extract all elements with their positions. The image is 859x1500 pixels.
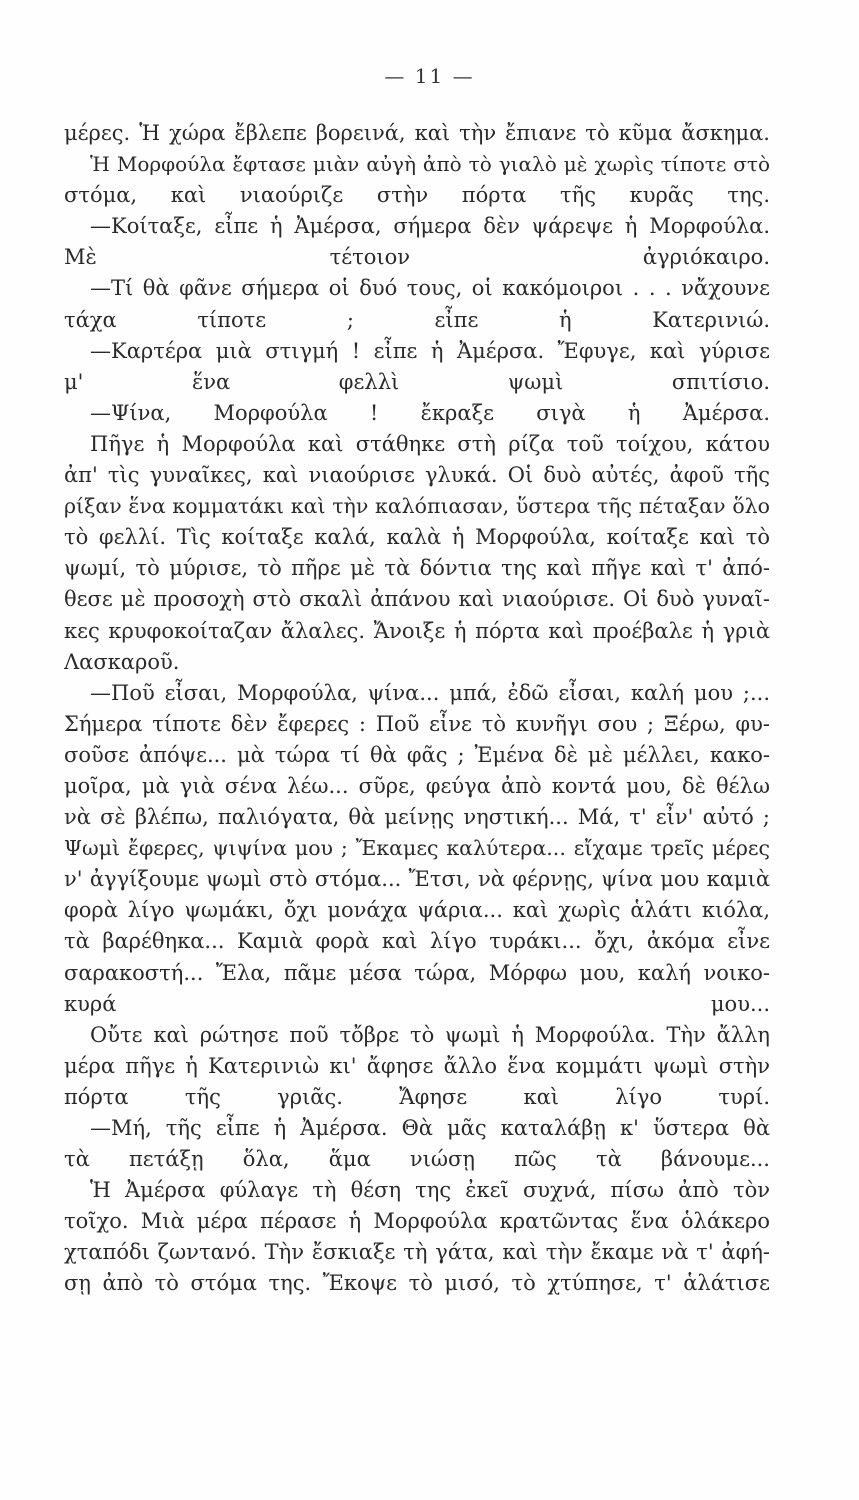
text-line: μέρα πῆγε ἡ Κατερινιὼ κι' ἄφησε ἄλλο ἕνα κομμάτι ψωμὶ στὴν (64, 1053, 770, 1078)
text-line: τὸ φελλί. Τὶς κοίταξε καλά, καλὰ ἡ Μορφούλα, κοίταξε καὶ τὸ (64, 525, 770, 550)
text-line: χταπόδι ζωντανό. Τὴν ἔσκιαξε τὴ γάτα, καὶ τὴν ἔκαμε νὰ τ' ἀφή- (64, 1240, 770, 1265)
text-line: σῃ ἀπὸ τὸ στόμα της. Ἔκοψε τὸ μισό, τὸ χτύπησε, τ' ἁλάτισε (64, 1271, 770, 1296)
text-line: —Τί θὰ φᾶνε σήμερα οἱ δυό τους, οἱ κακόμοιροι . . . νἄχουνε (90, 276, 770, 301)
text-line: τοῖχο. Μιὰ μέρα πέρασε ἡ Μορφούλα κρατῶντας ἕνα ὁλάκερο (64, 1209, 770, 1234)
text-line: Ἡ Μορφούλα ἔφτασε μιὰν αὐγὴ ἀπὸ τὸ γιαλὸ μὲ χωρὶς τίποτε στὸ (90, 152, 770, 177)
text-line: Πῆγε ἡ Μορφούλα καὶ στάθηκε στὴ ρίζα τοῦ τοίχου, κάτου (90, 431, 770, 456)
text-line: φορὰ λίγο ψωμάκι, ὄχι μονάχα ψάρια... καὶ χωρὶς ἁλάτι κιόλα, (64, 898, 770, 923)
text-line: ρίξαν ἕνα κομματάκι καὶ τὴν καλόπιασαν, ὕστερα τῆς πέταξαν ὅλο (64, 494, 770, 519)
text-line: ν' ἀγγίξουμε ψωμὶ στὸ στόμα... Ἔτσι, νὰ φέρνῃς, ψίνα μου καμιὰ (64, 867, 770, 892)
text-line: τάχα τίποτε ; εἶπε ἡ Κατερινιώ. (64, 307, 770, 332)
text-line: Σήμερα τίποτε δὲν ἔφερες : Ποῦ εἶνε τὸ κυνῆγι σου ; Ξέρω, φυ- (64, 711, 770, 736)
text-line: —Καρτέρα μιὰ στιγμή ! εἶπε ἡ Ἀμέρσα. Ἔφυγε, καὶ γύρισε (90, 338, 770, 363)
text-line: —Μή, τῆς εἶπε ἡ Ἀμέρσα. Θὰ μᾶς καταλάβῃ κ' ὕστερα θὰ (90, 1116, 770, 1140)
text-line: μοῖρα, μὰ γιὰ σένα λέω... σῦρε, φεύγα ἀπὸ κοντά μου, δὲ θέλω (64, 773, 770, 798)
text-line: μέρες. Ἡ χώρα ἔβλεπε βορεινά, καὶ τὴν ἔπιανε τὸ κῦμα ἄσκημα. (64, 121, 770, 145)
text-line: στόμα, καὶ νιαούριζε στὴν πόρτα τῆς κυρᾶς της. (64, 183, 770, 208)
text-line: —Ποῦ εἶσαι, Μορφούλα, ψίνα... μπά, ἐδῶ εἶσαι, καλή μου ;... (90, 680, 770, 705)
text-line: Ψωμὶ ἔφερες, ψιψίνα μου ; Ἔκαμες καλύτερα... εἴχαμε τρεῖς μέρες (64, 836, 770, 861)
text-line: κες κρυφοκοίταζαν ἄλαλες. Ἄνοιξε ἡ πόρτα καὶ προέβαλε ἡ γριὰ (64, 618, 770, 643)
text-line: ἀπ' τὶς γυναῖκες, καὶ νιαούρισε γλυκά. Οἱ δυὸ αὐτές, ἀφοῦ τῆς (64, 463, 770, 488)
text-line: —Ψίνα, Μορφούλα ! ἔκραξε σιγὰ ἡ Ἀμέρσα. (90, 400, 770, 425)
text-line: πόρτα τῆς γριᾶς. Ἄφησε καὶ λίγο τυρί. (64, 1084, 770, 1109)
text-line: Λασκαροῦ. (64, 649, 180, 674)
text-line: θεσε μὲ προσοχὴ στὸ σκαλὶ ἀπάνου καὶ νιαούρισε. Οἱ δυὸ γυναῖ- (64, 587, 770, 612)
text-line: σαρακοστή... Ἔλα, πᾶμε μέσα τώρα, Μόρφω μου, καλή νοικο- (64, 960, 770, 985)
body-text (64, 118, 770, 1300)
text-line: Ἡ Ἀμέρσα φύλαγε τὴ θέση της ἐκεῖ συχνά, πίσω ἀπὸ τὸν (90, 1178, 770, 1203)
text-line: τὰ πετάξῃ ὅλα, ἅμα νιώσῃ πῶς τὰ βάνουμε... (64, 1147, 770, 1172)
text-line: ψωμί, τὸ μύρισε, τὸ πῆρε μὲ τὰ δόντια της καὶ πῆγε καὶ τ' ἀπό- (64, 556, 770, 581)
page-number: — 11 — (384, 64, 475, 88)
text-line: σοῦσε ἀπόψε... μὰ τώρα τί θὰ φᾶς ; Ἐμένα δὲ μὲ μέλλει, κακο- (64, 742, 770, 767)
text-line: —Κοίταξε, εἶπε ἡ Ἀμέρσα, σήμερα δὲν ψάρεψε ἡ Μορφούλα. (90, 214, 770, 239)
text-line: Μὲ τέτοιον ἀγριόκαιρο. (64, 245, 770, 270)
text-line: κυρά μου... (64, 991, 770, 1016)
text-line: νὰ σὲ βλέπω, παλιόγατα, θὰ μείνῃς νηστική... Μά, τ' εἶν' αὐτό ; (64, 805, 770, 830)
text-line: μ' ἕνα φελλὶ ψωμὶ σπιτίσιο. (64, 369, 770, 394)
text-line: τὰ βαρέθηκα... Καμιὰ φορὰ καὶ λίγο τυράκι... ὄχι, ἀκόμα εἶνε (64, 929, 770, 954)
text-line: Οὔτε καὶ ρώτησε ποῦ τὄβρε τὸ ψωμὶ ἡ Μορφούλα. Τὴν ἄλλη (90, 1022, 770, 1047)
